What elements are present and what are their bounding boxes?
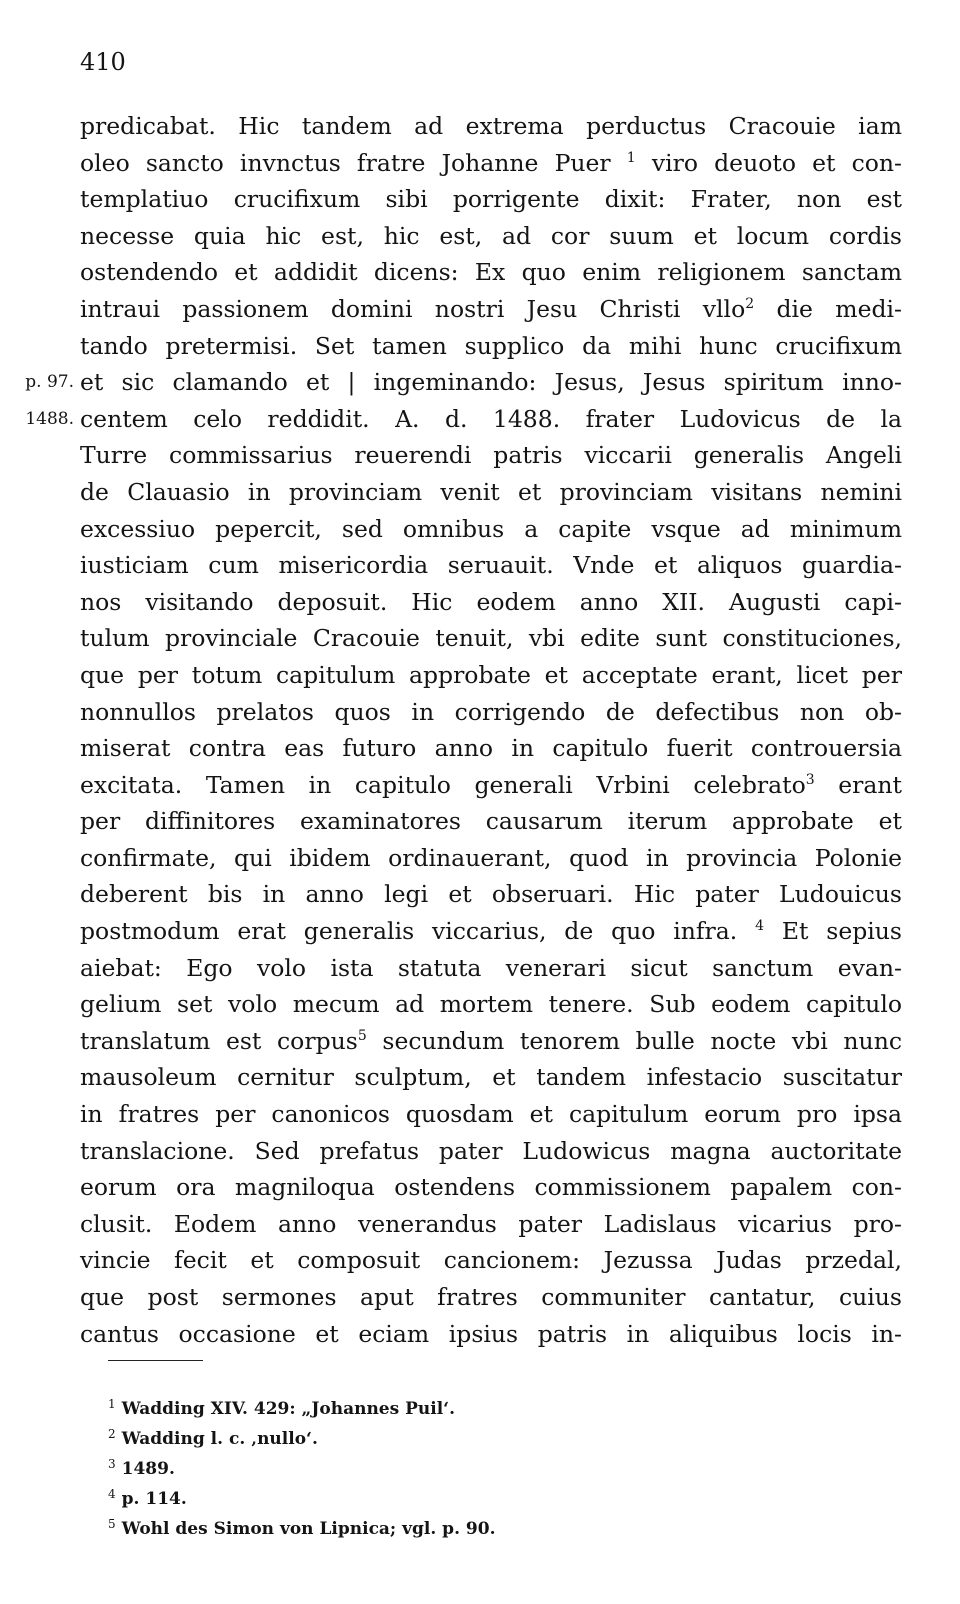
text-line-32: vincie fecit et composuit cancionem: Jezussa Judas przedal,: [80, 1246, 902, 1275]
footnote-mark: 2: [108, 1427, 116, 1441]
footnote-5: [108, 1514, 708, 1544]
footnote-text: p. 114.: [121, 1489, 187, 1509]
margin-page-reference: p. 97.: [25, 372, 74, 393]
text-line-27: mausoleum cernitur sculptum, et tandem infestacio suscitatur: [80, 1063, 902, 1092]
text-line-15: tulum provinciale Cracouie tenuit, vbi edite sunt constituciones,: [80, 624, 902, 653]
text-line-16: que per totum capitulum approbate et acceptate erant, licet per: [80, 660, 902, 689]
text-line-7: tando pretermisi. Set tamen supplico da mihi hunc crucifixum: [80, 331, 902, 360]
text-line-31: clusit. Eodem anno venerandus pater Ladislaus vicarius pro-: [80, 1209, 902, 1238]
footnote-mark: 5: [108, 1517, 116, 1531]
footnote-4: [108, 1484, 708, 1514]
text-line-1: predicabat. Hic tandem ad extrema perductus Cracouie iam: [80, 112, 902, 140]
footnote-text: Wadding XIV. 429: „Johannes Puil‘.: [121, 1399, 455, 1419]
text-line-2: oleo sancto invnctus fratre Johanne Puer $^1$ viro deuoto et con-: [80, 148, 902, 177]
text-line-3: templatiuo crucifixum sibi porrigente dixit: Frater, non est: [80, 185, 902, 214]
footnote-ref-1[interactable]: 1: [626, 149, 636, 166]
footnote-divider: [108, 1360, 203, 1361]
text-line-11: de Clauasio in provinciam venit et provinciam visitans nemini: [80, 477, 902, 506]
text-line-28: in fratres per canonicos quosdam et capitulum eorum pro ipsa: [80, 1100, 902, 1129]
text-line-21: confirmate, qui ibidem ordinauerant, quod in provincia Polonie: [80, 843, 902, 872]
footnote-1: [108, 1394, 708, 1424]
margin-year: 1488.: [25, 408, 74, 429]
footnote-ref-5[interactable]: 5: [357, 1027, 367, 1044]
footnotes: [108, 1394, 708, 1544]
text-line-19: excitata. Tamen in capitulo generali Vrbini celebrato$^3$ erant: [80, 770, 902, 799]
footnote-ref-3[interactable]: 3: [805, 771, 815, 788]
footnote-ref-2[interactable]: 2: [745, 295, 755, 312]
page-number: 410: [80, 48, 126, 76]
body-text: [25, 108, 902, 1352]
text-line-10: Turre commissarius reuerendi patris viccarii generalis Angeli: [80, 441, 902, 470]
text-line-5: ostendendo et addidit dicens: Ex quo enim religionem sanctam: [80, 258, 902, 287]
footnote-mark: 4: [108, 1487, 116, 1501]
text-line-9: 1488. centem celo reddidit. A. d. 1488. frater Ludovicus de la: [80, 401, 902, 438]
text-line-29: translacione. Sed prefatus pater Ludowicus magna auctoritate: [80, 1136, 902, 1165]
text-line-26: translatum est corpus$^5$ secundum tenorem bulle nocte vbi nunc: [80, 1026, 902, 1055]
text-line-22: deberent bis in anno legi et obseruari. Hic pater Ludouicus: [80, 880, 902, 909]
text-line-20: per diffinitores examinatores causarum iterum approbate et: [80, 807, 902, 836]
text-line-12: excessiuo pepercit, sed omnibus a capite vsque ad minimum: [80, 514, 902, 543]
footnote-text: Wadding l. c. ‚nullo‘.: [121, 1429, 318, 1449]
text-line-24: aiebat: Ego volo ista statuta venerari sicut sanctum evan-: [80, 953, 902, 982]
text-line-17: nonnullos prelatos quos in corrigendo de defectibus non ob-: [80, 697, 902, 726]
text-line-18: miserat contra eas futuro anno in capitulo fuerit controuersia: [80, 734, 902, 763]
text-line-30: eorum ora magniloqua ostendens commissionem papalem con-: [80, 1173, 902, 1202]
footnote-mark: 3: [108, 1457, 116, 1471]
footnote-3: [108, 1454, 708, 1484]
text-line-8: p. 97. et sic clamando et | ingeminando: Jesus, Jesus spiritum inno-: [80, 364, 902, 401]
text-line-33: que post sermones aput fratres communiter cantatur, cuius: [80, 1283, 902, 1311]
footnote-text: Wohl des Simon von Lipnica; vgl. p. 90.: [121, 1519, 496, 1539]
text-line-13: iusticiam cum misericordia seruauit. Vnde et aliquos guardia-: [80, 551, 902, 580]
text-line-14: nos visitando deposuit. Hic eodem anno XII. Augusti capi-: [80, 587, 902, 616]
text-line-34: cantus occasione et eciam ipsius patris in aliquibus locis in-: [80, 1319, 902, 1348]
footnote-2: [108, 1424, 708, 1454]
text-line-6: intraui passionem domini nostri Jesu Christi vllo$^2$ die medi-: [80, 294, 902, 323]
text-line-4: necesse quia hic est, hic est, ad cor suum et locum cordis: [80, 221, 902, 250]
footnote-mark: 1: [108, 1397, 116, 1411]
footnote-text: 1489.: [121, 1459, 175, 1479]
text-line-25: gelium set volo mecum ad mortem tenere. Sub eodem capitulo: [80, 990, 902, 1019]
footnote-ref-4[interactable]: 4: [755, 918, 765, 935]
text-line-23: postmodum erat generalis viccarius, de quo infra. $^4$ Et sepius: [80, 917, 902, 946]
